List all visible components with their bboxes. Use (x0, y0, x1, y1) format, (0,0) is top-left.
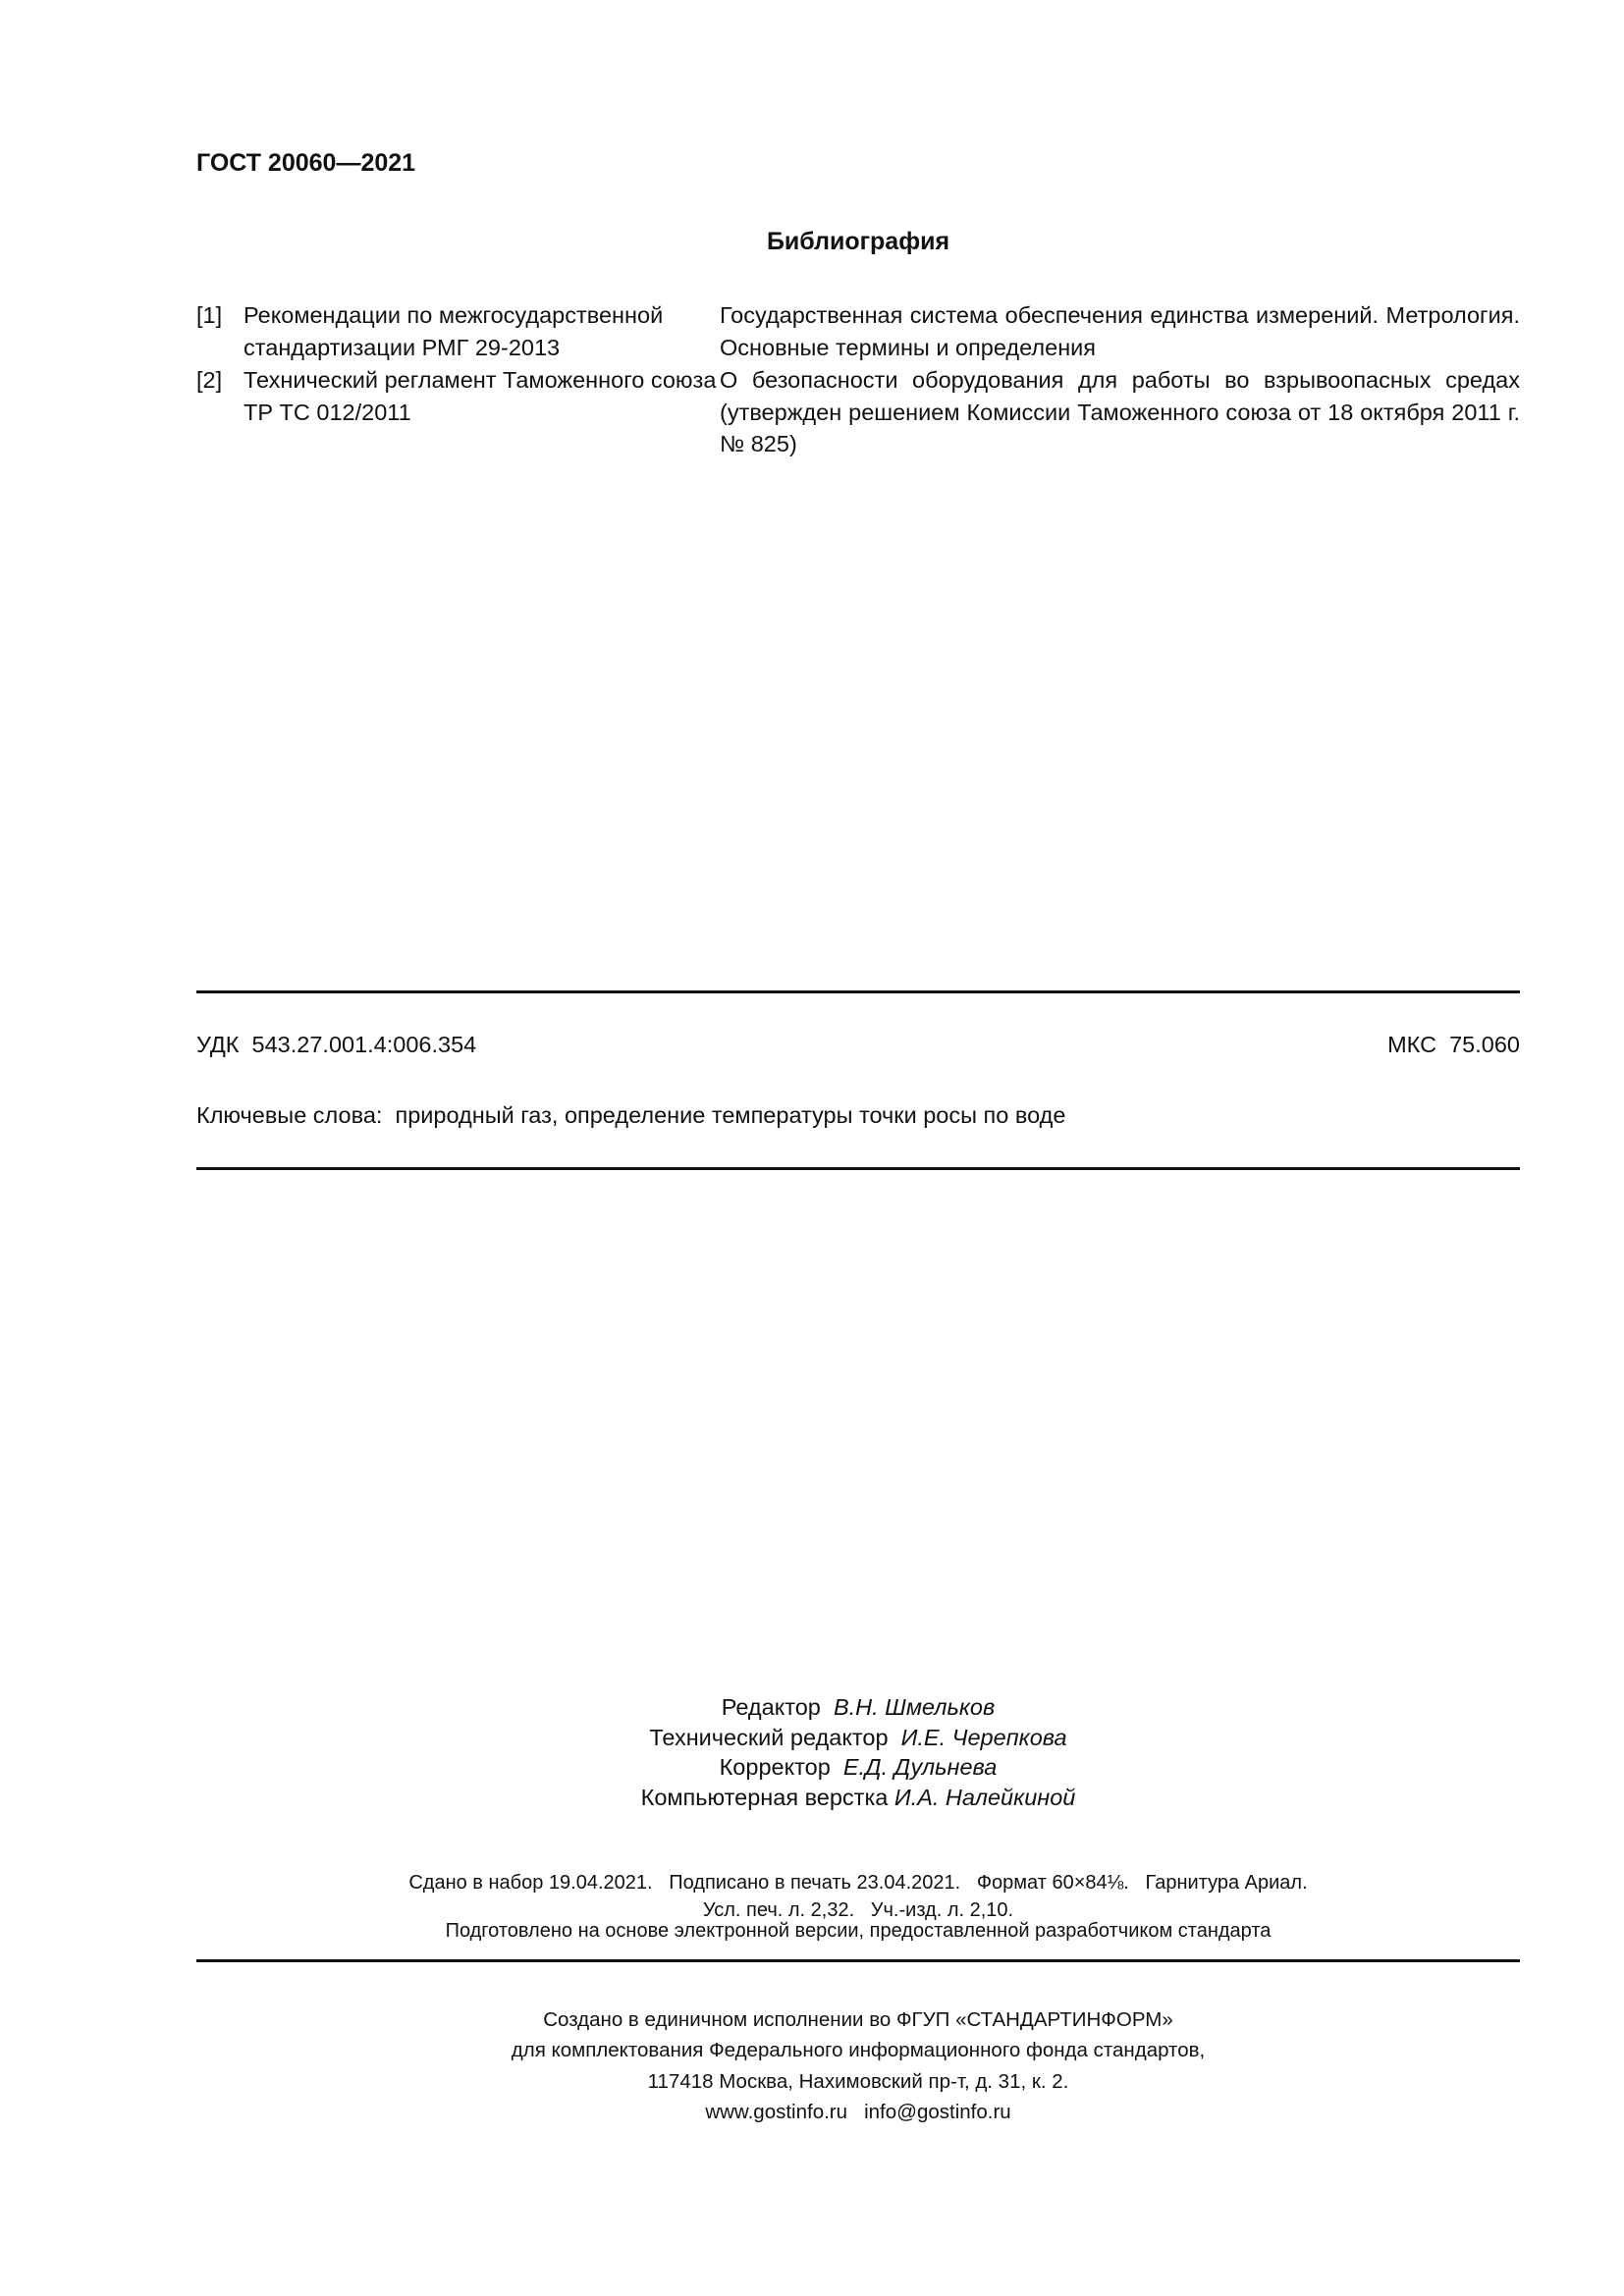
mks-code: МКС 75.060 (1387, 1032, 1520, 1057)
credit-editor (0, 1692, 1624, 1723)
bibliography-item (196, 299, 1520, 363)
publisher-line: для комплектования Федерального информационного фонда стандартов, (511, 2039, 1206, 2061)
publisher-info (0, 1973, 1624, 2159)
print-info-line: Усл. печ. л. 2,32. Уч.-изд. л. 2,10. (702, 1899, 1014, 1921)
credit-name: И.А. Налейкиной (893, 1784, 1076, 1810)
item-description: Государственная система обеспечения единства измерений. Метрология. Основные термины и определения (720, 302, 1520, 360)
credit-role: Технический редактор (649, 1724, 889, 1750)
udk-code: УДК 543.27.001.4:006.354 (196, 1032, 477, 1057)
credits (0, 1692, 1624, 1812)
credit-role: Редактор (721, 1694, 821, 1720)
publisher-contacts: www.gostinfo.ru info@gostinfo.ru (705, 2101, 1011, 2123)
bibliography-list (196, 299, 1520, 461)
publisher-line: Создано в единичном исполнении во ФГУП «СТАНДАРТИНФОРМ» (543, 2007, 1173, 2031)
document-id: ГОСТ 20060—2021 (196, 149, 416, 177)
prepared-note: Подготовлено на основе электронной версии, предоставленной разработчиком стандарта (445, 1920, 1272, 1942)
credit-name: В.Н. Шмельков (833, 1694, 996, 1720)
divider (196, 1167, 1520, 1170)
item-reference: Рекомендации по межгосударственной стандартизации РМГ 29-2013 (244, 302, 664, 360)
credit-tech-editor (0, 1723, 1624, 1753)
credit-name: Е.Д. Дульнева (842, 1754, 998, 1780)
keywords: Ключевые слова: природный газ, определение температуры точки росы по воде (196, 1102, 1066, 1128)
credit-corrector (0, 1752, 1624, 1783)
item-reference: Технический регламент Таможенного союза ТР ТС 012/2011 (244, 367, 717, 425)
credit-role: Компьютерная верстка (640, 1784, 889, 1810)
item-number: [2] (196, 367, 223, 393)
publisher-address: 117418 Москва, Нахимовский пр-т, д. 31, к. 2. (647, 2069, 1069, 2093)
bibliography-item (196, 364, 1520, 460)
divider (196, 990, 1520, 993)
item-number: [1] (196, 302, 223, 328)
print-info-line: Сдано в набор 19.04.2021. Подписано в печать 23.04.2021. Формат 60×84⅛. Гарнитура Ариал. (408, 1872, 1308, 1894)
credit-layout (0, 1783, 1624, 1813)
credit-name: И.Е. Черепкова (900, 1724, 1067, 1750)
divider (196, 1959, 1520, 1962)
credit-role: Корректор (719, 1754, 831, 1780)
bibliography-title: Библиография (766, 228, 950, 255)
item-description: О безопасности оборудования для работы во взрывоопасных средах (утвержден решением Комиссии Таможенного союза от 18 октября 2011 г. № 825) (720, 367, 1520, 456)
